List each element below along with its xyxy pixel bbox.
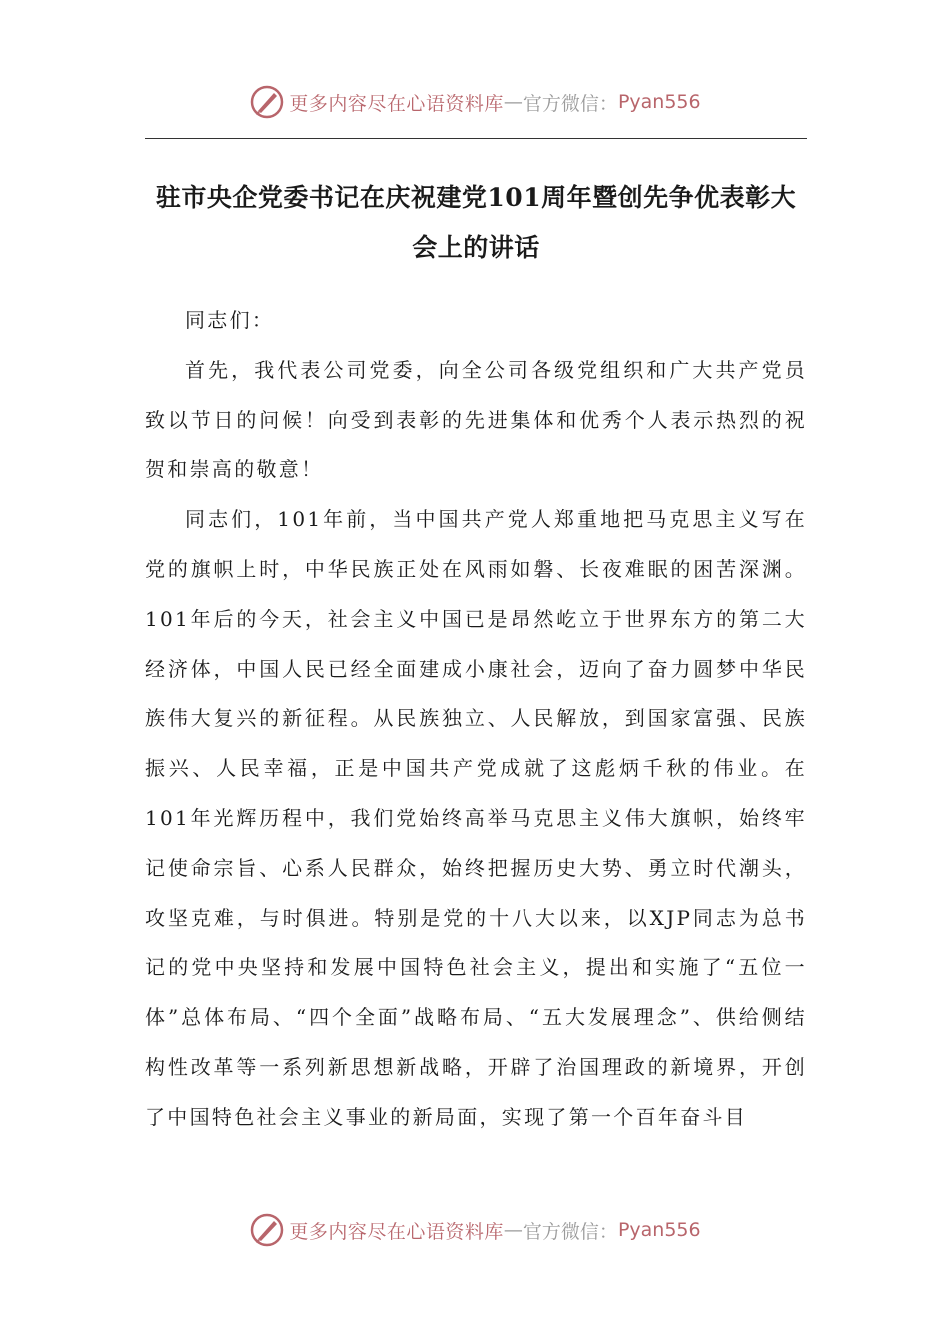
- banner-dash: —: [503, 91, 523, 113]
- banner-sub-text: 官方微信：: [522, 92, 618, 115]
- footer-banner: [0, 1208, 950, 1252]
- pen-logo-icon: [249, 84, 285, 120]
- document-title: 驻市央企党委书记在庆祝建党101周年暨创先争优表彰大会上的讲话: [155, 183, 797, 262]
- paragraph-greeting: 首先，我代表公司党委，向全公司各级党组织和广大共产党员致以节日的问候！向受到表彰的先进集体和优秀个人表示热烈的祝贺和崇高的敬意！: [145, 357, 807, 482]
- banner-sub-text: 官方微信：: [522, 1220, 618, 1243]
- banner-main-text: 更多内容尽在心语资料库: [289, 1220, 504, 1243]
- banner-dash: —: [503, 1219, 523, 1241]
- header-banner: [0, 80, 950, 124]
- banner-main-text: 更多内容尽在心语资料库: [289, 92, 504, 115]
- banner-wechat-id: Pyan556: [617, 1219, 701, 1241]
- paragraph-history: 同志们，101年前，当中国共产党人郑重地把马克思主义写在党的旗帜上时，中华民族正处在风雨如磐、长夜难眠的困苦深渊。101年后的今天，社会主义中国已是昂然屹立于世界东方的第二大经济体，中国人民已经全面建成小康社会，迈向了奋力圆梦中华民族伟大复兴的新征程。从民族独立、人民解放，到国家富强、民族振兴、人民幸福，正是中国共产党成就了这彪炳千秋的伟业。在101年光辉历程中，我们党始终高举马克思主义伟大旗帜，始终牢记使命宗旨、心系人民群众，始终把握历史大势、勇立时代潮头，攻坚克难，与时俱进。特别是党的十八大以来，以XJP同志为总书记的党中央坚持和发展中国特色社会主义，提出和实施了“五位一体”总体布局、“四个全面”战略布局、“五大发展理念”、供给侧结构性改革等一系列新思想新战略，开辟了治国理政的新境界，开创了中国特色社会主义事业的新局面，实现了第一个百年奋斗目: [145, 507, 807, 1129]
- header-divider: [145, 138, 807, 139]
- banner-wechat-id: Pyan556: [617, 91, 701, 113]
- document-body: [145, 296, 807, 1143]
- pen-logo-icon: [249, 1212, 285, 1248]
- paragraph-salutation: 同志们：: [185, 308, 275, 332]
